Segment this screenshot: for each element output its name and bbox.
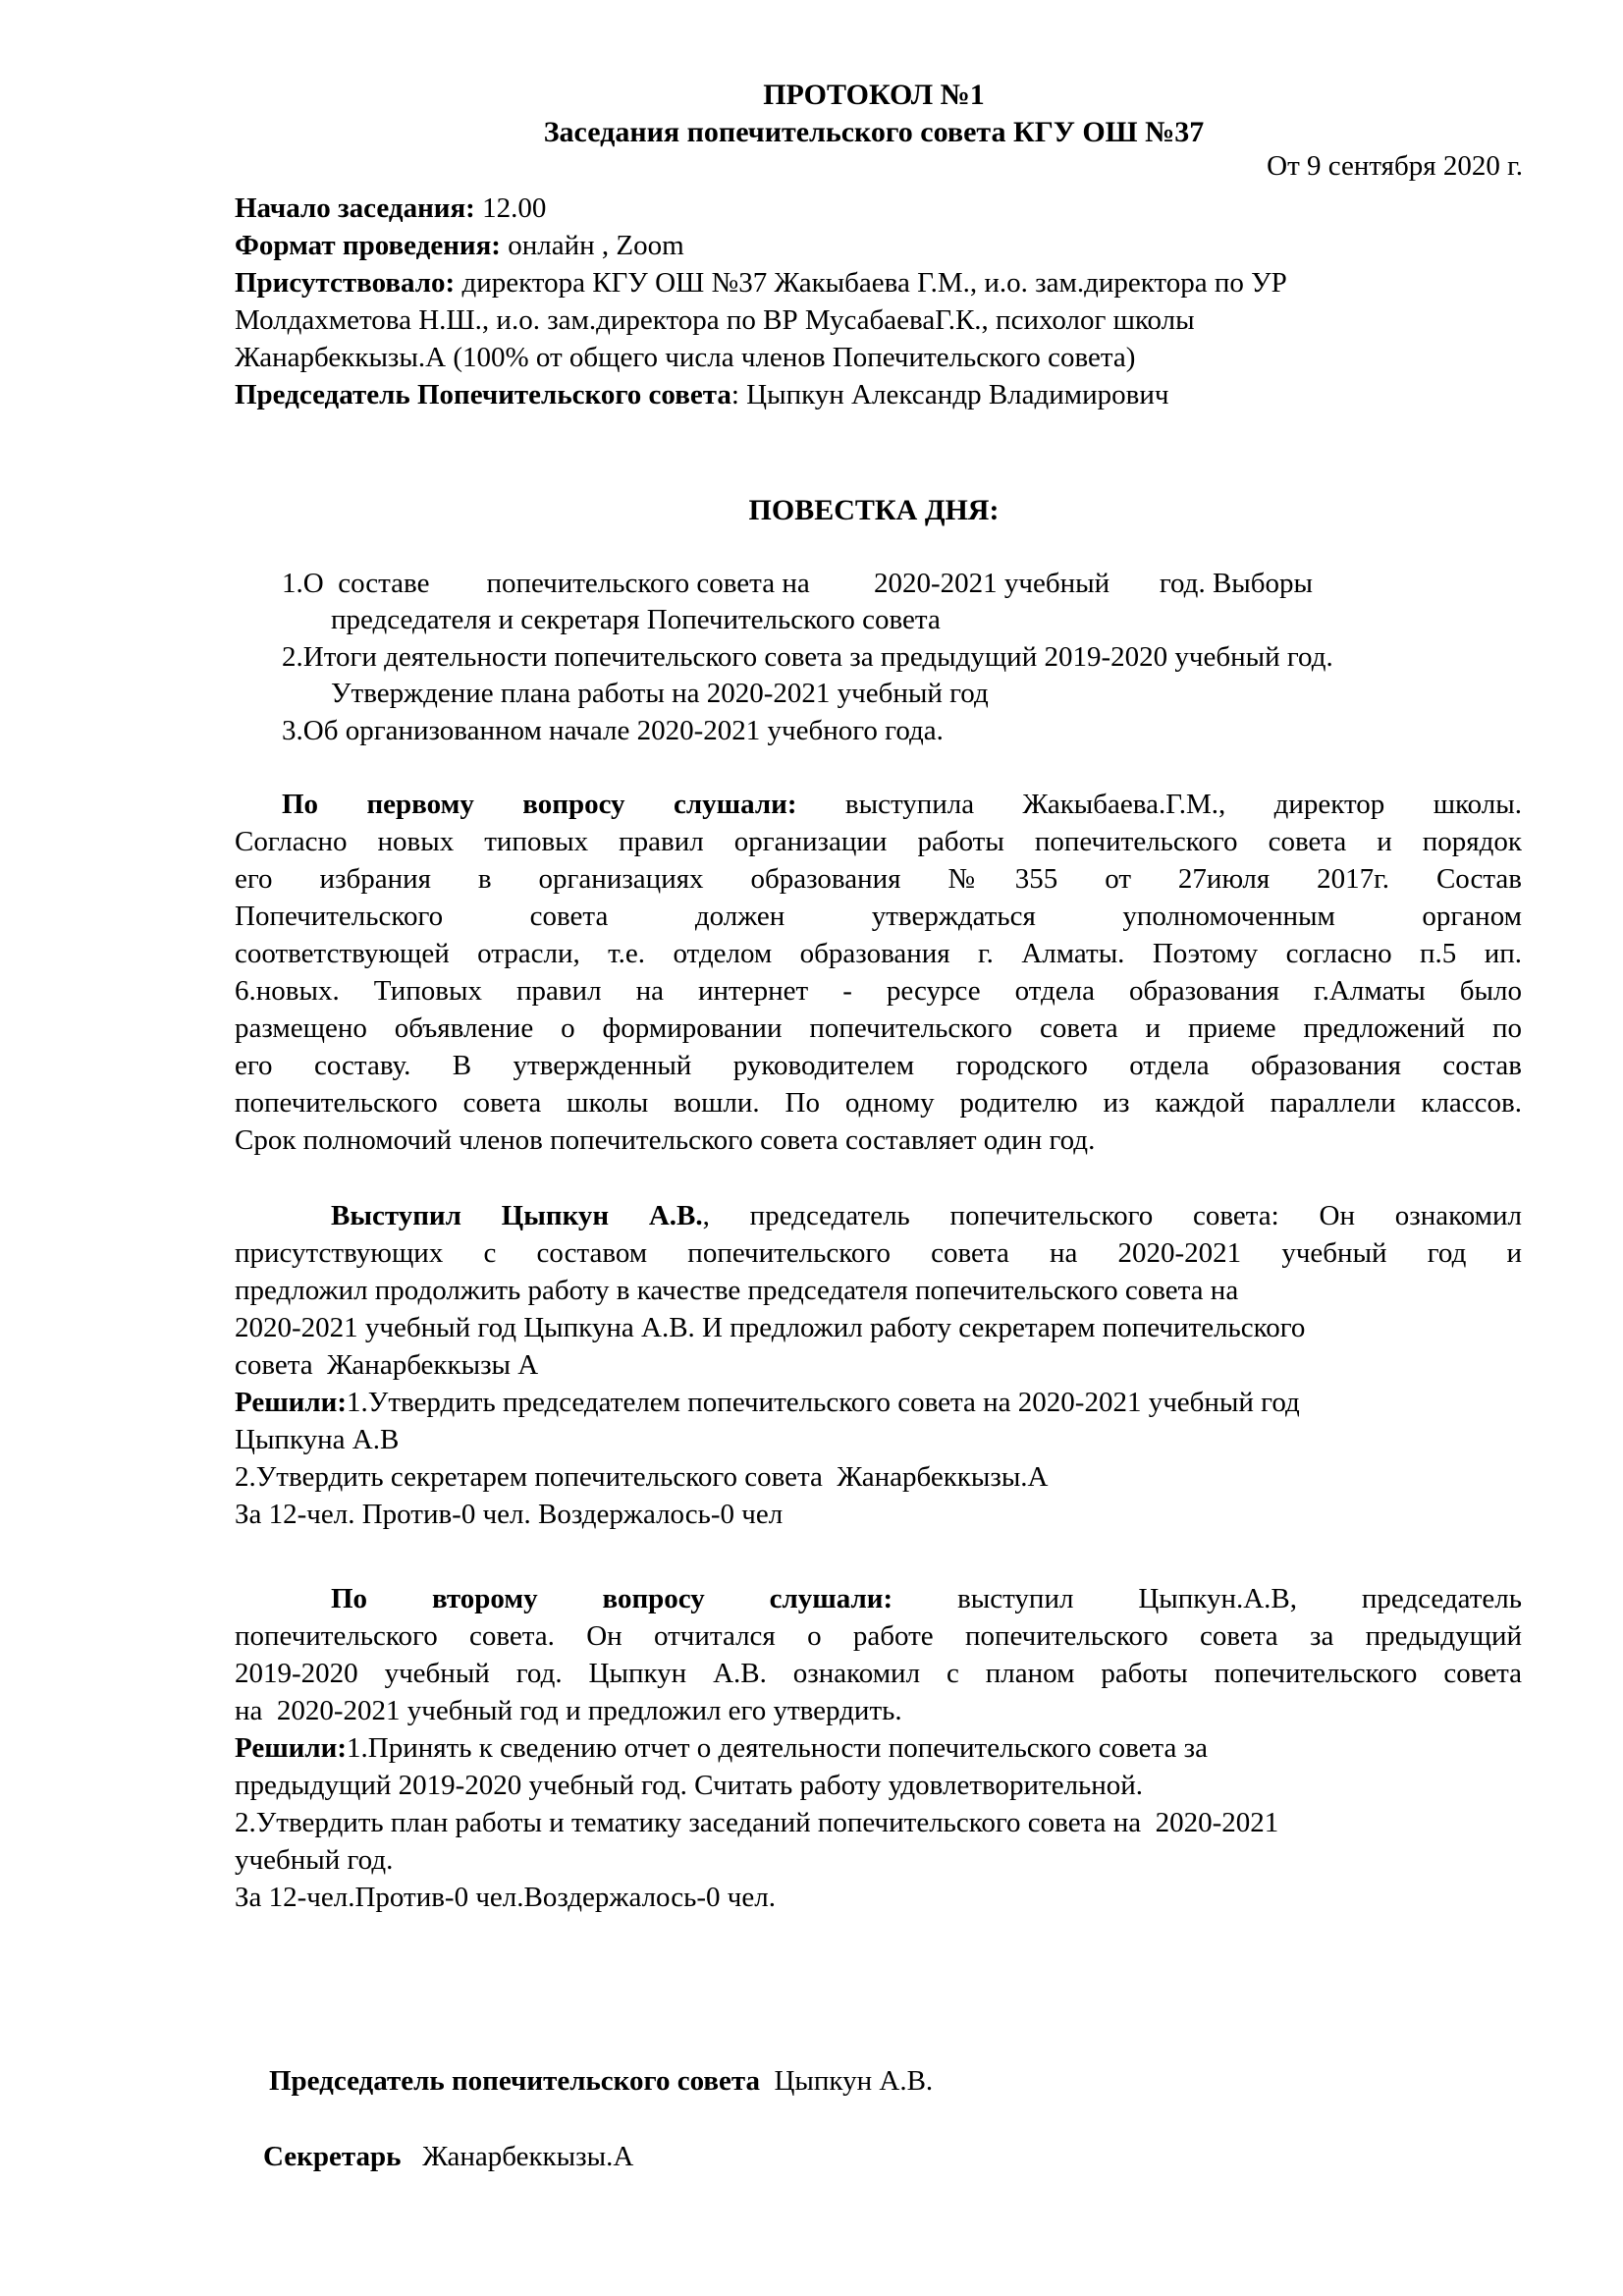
attendees-line-3: Жанарбеккызы.А (100% от общего числа членов Попечительского совета) bbox=[235, 342, 1136, 373]
q1-line: попечительского совета школы вошли. По одному родителю из каждой параллели классов. bbox=[235, 1087, 1522, 1119]
decision1-item1-cont: Цыпкуна А.В bbox=[235, 1424, 400, 1455]
agenda-item-3: 3.Об организованном начале 2020-2021 учебного года. bbox=[282, 715, 944, 746]
q1-line: Согласно новых типовых правил организации работы попечительского совета и порядок bbox=[235, 826, 1522, 857]
chair-line bbox=[235, 376, 1168, 413]
decision1-label: Решили: bbox=[235, 1387, 348, 1418]
protocol-title: ПРОТОКОЛ №1 bbox=[763, 79, 985, 111]
q1-line: соответствующей отрасли, т.е. отделом образования г. Алматы. Поэтому согласно п.5 ип. bbox=[235, 938, 1522, 969]
meeting-format-value: онлайн , Zoom bbox=[500, 230, 684, 261]
speech1-label: Выступил Цыпкун А.В. bbox=[331, 1200, 703, 1231]
q2-first-line bbox=[235, 1583, 1522, 1615]
speech1-line: присутствующих с составом попечительского совета на 2020-2021 учебный год и bbox=[235, 1237, 1522, 1269]
decision2-item1 bbox=[235, 1732, 1208, 1765]
speech1-line: 2020-2021 учебный год Цыпкуна А.В. И предложил работу секретарем попечительского bbox=[235, 1312, 1306, 1343]
agenda-item-1: 1.О составе попечительского совета на 2020-2021 учебный год. Выборы bbox=[282, 568, 1314, 599]
decision1-vote: За 12-чел. Против-0 чел. Воздержалось-0 чел bbox=[235, 1499, 784, 1530]
q1-last-line: Срок полномочий членов попечительского совета составляет один год. bbox=[235, 1124, 1096, 1156]
decision2-label: Решили: bbox=[235, 1732, 348, 1764]
agenda-heading: ПОВЕСТКА ДНЯ: bbox=[748, 494, 1000, 526]
q1-line: 6.новых. Типовых правил на интернет - ресурсе отдела образования г.Алматы было bbox=[235, 975, 1522, 1007]
signature-secretary bbox=[235, 2108, 633, 2206]
decision2-item2-cont: учебный год. bbox=[235, 1844, 394, 1876]
agenda-item-2: 2.Итоги деятельности попечительского совета за предыдущий 2019-2020 учебный год. bbox=[282, 641, 1333, 673]
attendees-text: директора КГУ ОШ №37 Жакыбаева Г.М., и.о. зам.директора по УР bbox=[455, 267, 1287, 299]
speech1-line: предложил продолжить работу в качестве председателя попечительского совета на bbox=[235, 1275, 1239, 1306]
speech1-first-line bbox=[235, 1200, 1522, 1232]
q2-line: 2019-2020 учебный год. Цыпкун А.В. ознакомил с планом работы попечительского совета bbox=[235, 1658, 1522, 1689]
q1-line: его избрания в организациях образования №355 от 27июля 2017г. Состав bbox=[235, 863, 1522, 895]
q1-label: По первому вопросу слушали: bbox=[282, 789, 797, 820]
protocol-subtitle: Заседания попечительского совета КГУ ОШ №37 bbox=[543, 116, 1205, 148]
q2-line: на 2020-2021 учебный год и предложил его утвердить. bbox=[235, 1695, 902, 1726]
protocol-date: От 9 сентября 2020 г. bbox=[1267, 150, 1523, 182]
decision2-item2: 2.Утвердить план работы и тематику заседаний попечительского совета на 2020-2021 bbox=[235, 1807, 1279, 1838]
q2-line: попечительского совета. Он отчитался о работе попечительского совета за предыдущий bbox=[235, 1620, 1522, 1652]
agenda-item-1-cont: председателя и секретаря Попечительского совета bbox=[331, 604, 941, 635]
meeting-format-label: Формат проведения: bbox=[235, 230, 501, 261]
meeting-start-label: Начало заседания: bbox=[235, 192, 475, 224]
meeting-start bbox=[235, 190, 546, 227]
signature-secretary-label: Секретарь bbox=[263, 2141, 402, 2172]
q2-label: По второму вопросу слушали: bbox=[331, 1583, 893, 1614]
q1-line: Попечительского совета должен утверждаться уполномоченным органом bbox=[235, 901, 1522, 932]
meeting-start-value: 12.00 bbox=[474, 192, 547, 224]
signature-secretary-name: Жанарбеккызы.А bbox=[401, 2141, 634, 2172]
meeting-format bbox=[235, 227, 684, 264]
signature-chair-name: Цыпкун А.В. bbox=[759, 2065, 934, 2097]
q1-first-line bbox=[235, 789, 1522, 821]
decision2-text: 1.Принять к сведению отчет о деятельности попечительского совета за bbox=[347, 1732, 1208, 1764]
speech1-line: совета Жанарбеккызы А bbox=[235, 1349, 539, 1381]
attendees-line-2: Молдахметова Н.Ш., и.о. зам.директора по ВР МусабаеваГ.К., психолог школы bbox=[235, 304, 1195, 336]
q1-line: размещено объявление о формировании попечительского совета и приеме предложений по bbox=[235, 1012, 1522, 1044]
chair-label: Председатель Попечительского совета bbox=[235, 379, 731, 410]
q1-text: выступила Жакыбаева.Г.М., директор школы. bbox=[796, 789, 1522, 820]
signature-chair-label: Председатель попечительского совета bbox=[269, 2065, 760, 2097]
q1-line: его составу. В утвержденный руководителем городского отдела образования состав bbox=[235, 1050, 1522, 1081]
chair-value: : Цыпкун Александр Владимирович bbox=[730, 379, 1169, 410]
attendees-line-1 bbox=[235, 264, 1287, 301]
decision1-item2: 2.Утвердить секретарем попечительского совета Жанарбеккызы.А bbox=[235, 1461, 1049, 1493]
agenda-item-2-cont: Утверждение плана работы на 2020-2021 учебный год bbox=[331, 678, 989, 709]
q2-text: выступил Цыпкун.А.В, председатель bbox=[893, 1583, 1522, 1614]
decision2-item1-cont: предыдущий 2019-2020 учебный год. Считать работу удовлетворительной. bbox=[235, 1770, 1144, 1801]
attendees-label: Присутствовало: bbox=[235, 267, 456, 299]
speech1-text: , председатель попечительского совета: Он ознакомил bbox=[702, 1200, 1522, 1231]
decision1-item1 bbox=[235, 1387, 1300, 1419]
decision1-text: 1.Утвердить председателем попечительского совета на 2020-2021 учебный год bbox=[347, 1387, 1300, 1418]
decision2-vote: За 12-чел.Против-0 чел.Воздержалось-0 чел. bbox=[235, 1882, 776, 1913]
